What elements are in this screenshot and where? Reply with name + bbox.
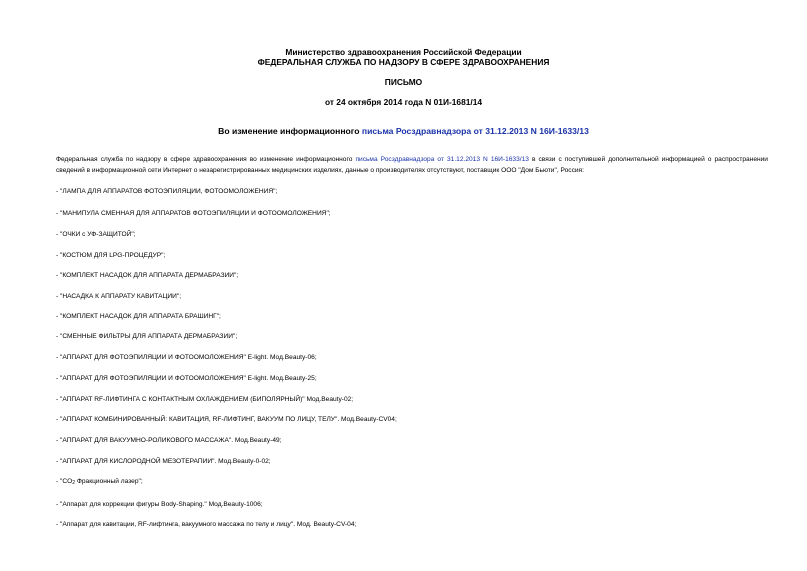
list-item: - "КОМПЛЕКТ НАСАДОК ДЛЯ АППАРАТА БРАШИНГ"; bbox=[56, 313, 221, 320]
list-item: - "АППАРАТ ДЛЯ ВАКУУМНО-РОЛИКОВОГО МАССАЖА". Мод.Beauty-49; bbox=[56, 437, 282, 444]
ministry-name: Министерство здравоохранения Российской Федерации bbox=[285, 47, 522, 57]
intro-text-2: в связи с поступившей дополнительной информацией о распространении сведений в информационной сети Интернет о незарегистрированных медицинских изделиях, данные о производителях отсутствуют, поставщик ООО "Дом Бьюти", Россия: bbox=[56, 156, 768, 174]
list-item-co2 bbox=[56, 477, 143, 488]
list-item: - "АППАРАТ КОМБИНИРОВАННЫЙ: КАВИТАЦИЯ, RF-ЛИФТИНГ, ВАКУУМ ПО ЛИЦУ, ТЕЛУ". Мод.Beauty-CV04; bbox=[56, 416, 397, 423]
intro-paragraph bbox=[56, 155, 768, 176]
document-type: ПИСЬМО bbox=[384, 77, 423, 87]
list-item: - "Аппарат для кавитации, RF-лифтинга, вакуумного массажа по телу и лицу". Мод. Beauty-CV-04; bbox=[56, 521, 357, 528]
list-item: - "Аппарат для коррекции фигуры Body-Shaping." Мод.Beauty-1006; bbox=[56, 501, 263, 508]
co2-subscript: 2 bbox=[72, 480, 76, 486]
list-item: - "ОЧКИ с УФ-ЗАЩИТОЙ"; bbox=[56, 231, 136, 238]
list-item: - "АППАРАТ RF-ЛИФТИНГА С КОНТАКТНЫМ ОХЛАЖДЕНИЕМ (БИПОЛЯРНЫЙ)" Мод.Beauty-02; bbox=[56, 396, 354, 403]
list-item: - "АППАРАТ ДЛЯ ФОТОЭПИЛЯЦИИ И ФОТООМОЛОЖЕНИЯ" E-light. Мод.Beauty-25; bbox=[56, 375, 317, 382]
list-item: - "КОСТЮМ ДЛЯ LPG-ПРОЦЕДУР"; bbox=[56, 252, 166, 259]
co2-suffix: Фракционный лазер"; bbox=[75, 478, 143, 485]
intro-text-1: Федеральная служба по надзору в сфере здравоохранения во изменение информационного bbox=[56, 156, 356, 163]
document-title bbox=[0, 126, 807, 136]
list-item: - "МАНИПУЛА СМЕННАЯ ДЛЯ АППАРАТОВ ФОТОЭПИЛЯЦИИ И ФОТООМОЛОЖЕНИЯ"; bbox=[56, 210, 331, 217]
co2-prefix: - "CO bbox=[56, 478, 73, 485]
document-date-number: от 24 октября 2014 года N 01И-1681/14 bbox=[324, 97, 483, 107]
list-item: - "АППАРАТ ДЛЯ ФОТОЭПИЛЯЦИИ И ФОТООМОЛОЖЕНИЯ" E-light. Мод.Beauty-06; bbox=[56, 354, 317, 361]
list-item: - "ЛАМПА ДЛЯ АППАРАТОВ ФОТОЭПИЛЯЦИИ, ФОТООМОЛОЖЕНИЯ"; bbox=[56, 188, 278, 195]
list-item: - "АППАРАТ ДЛЯ КИСЛОРОДНОЙ МЕЗОТЕРАПИИ". Мод.Beauty-0-02; bbox=[56, 458, 271, 465]
list-item: - "КОМПЛЕКТ НАСАДОК ДЛЯ АППАРАТА ДЕРМАБРАЗИИ"; bbox=[56, 272, 239, 279]
title-prefix: Во изменение информационного bbox=[218, 126, 362, 136]
list-item: - "НАСАДКА К АППАРАТУ КАВИТАЦИИ"; bbox=[56, 293, 182, 300]
intro-letter-link[interactable]: письма Росздравнадзора от 31.12.2013 N 16И-1633/13 bbox=[355, 156, 529, 163]
list-item: - "СМЕННЫЕ ФИЛЬТРЫ ДЛЯ АППАРАТА ДЕРМАБРАЗИИ"; bbox=[56, 333, 238, 340]
title-letter-link[interactable]: письма Росздравнадзора от 31.12.2013 N 16И-1633/13 bbox=[361, 126, 589, 136]
service-name: ФЕДЕРАЛЬНАЯ СЛУЖБА ПО НАДЗОРУ В СФЕРЕ ЗДРАВООХРАНЕНИЯ bbox=[257, 57, 550, 67]
